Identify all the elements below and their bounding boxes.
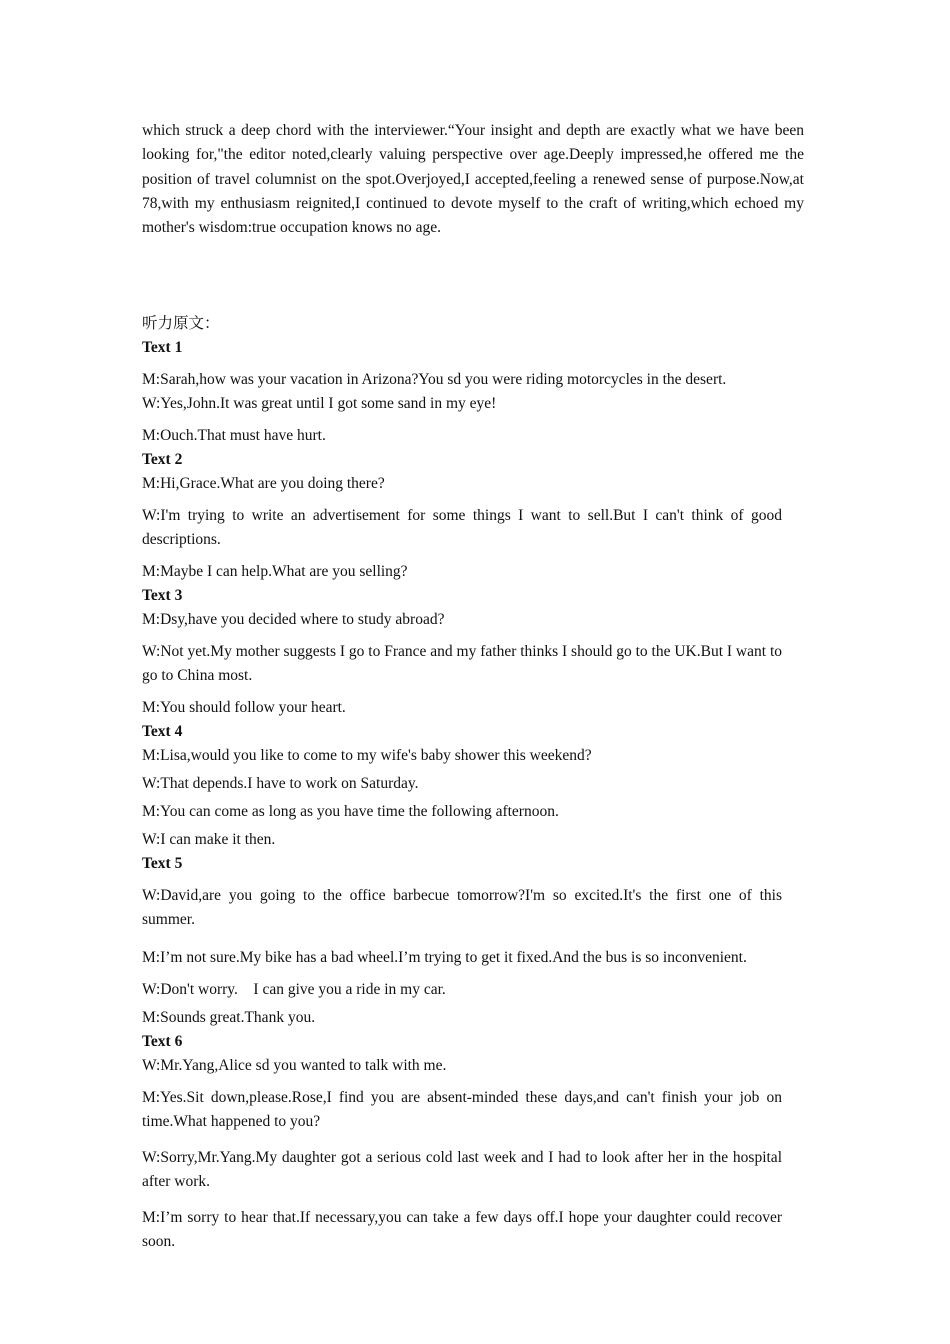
dialogue-line: M:Ouch.That must have hurt. <box>142 427 326 444</box>
dialogue-line: M:I’m not sure.My bike has a bad wheel.I’m trying to get it fixed.And the bus is so inconvenient. <box>142 949 747 966</box>
text-heading: Text 4 <box>142 723 183 740</box>
dialogue-line: W:David,are you going to the office barbecue tomorrow?I'm so excited.It's the first one of this summer. <box>142 887 782 928</box>
text-heading: Text 6 <box>142 1033 183 1050</box>
dialogue-line: M:You can come as long as you have time the following afternoon. <box>142 803 559 820</box>
text-heading: Text 1 <box>142 339 183 356</box>
dialogue-line: W:Not yet.My mother suggests I go to France and my father thinks I should go to the UK.But I want to go to China most. <box>142 643 782 684</box>
dialogue-line: M:You should follow your heart. <box>142 699 346 716</box>
listening-transcript <box>142 312 782 1254</box>
dialogue-line: M:I’m sorry to hear that.If necessary,you can take a few days off.I hope your daughter could recover soon. <box>142 1209 782 1250</box>
dialogue-line: M:Maybe I can help.What are you selling? <box>142 563 408 580</box>
dialogue-line: W:Sorry,Mr.Yang.My daughter got a serious cold last week and I had to look after her in the hospital after work. <box>142 1149 782 1190</box>
text-heading: Text 3 <box>142 587 183 604</box>
dialogue-line: M:Yes.Sit down,please.Rose,I find you are absent-minded these days,and can't finish your job on time.What happened to you? <box>142 1089 782 1130</box>
dialogue-line: W:I'm trying to write an advertisement for some things I want to sell.But I can't think of good descriptions. <box>142 507 782 548</box>
intro-paragraph: which struck a deep chord with the interviewer.“Your insight and depth are exactly what we have been looking for,"the editor noted,clearly valuing perspective over age.Deeply impressed,he offered me the position of travel columnist on the spot.Overjoyed,I accepted,feeling a renewed sense of purpose.Now,at 78,with my enthusiasm reignited,I continued to devote myself to the craft of writing,which echoed my mother's wisdom:true occupation knows no age. <box>142 122 804 237</box>
dialogue-line: W:I can make it then. <box>142 831 276 848</box>
dialogue-line: M:Lisa,would you like to come to my wife's baby shower this weekend? <box>142 747 592 764</box>
dialogue-line: M:Sounds great.Thank you. <box>142 1009 316 1026</box>
dialogue-line: M:Dsy,have you decided where to study abroad? <box>142 611 445 628</box>
dialogue-line: W:Mr.Yang,Alice sd you wanted to talk with me. <box>142 1057 447 1074</box>
dialogue-line: W:Don't worry. I can give you a ride in my car. <box>142 981 446 998</box>
dialogue-line: M:Sarah,how was your vacation in Arizona?You sd you were riding motorcycles in the desert. <box>142 371 727 388</box>
dialogue-line: W:Yes,John.It was great until I got some sand in my eye! <box>142 395 497 412</box>
text-heading: Text 5 <box>142 855 183 872</box>
section-title: 听力原文： <box>142 315 220 332</box>
dialogue-line: W:That depends.I have to work on Saturday. <box>142 775 419 792</box>
dialogue-line: M:Hi,Grace.What are you doing there? <box>142 475 385 492</box>
text-heading: Text 2 <box>142 451 183 468</box>
